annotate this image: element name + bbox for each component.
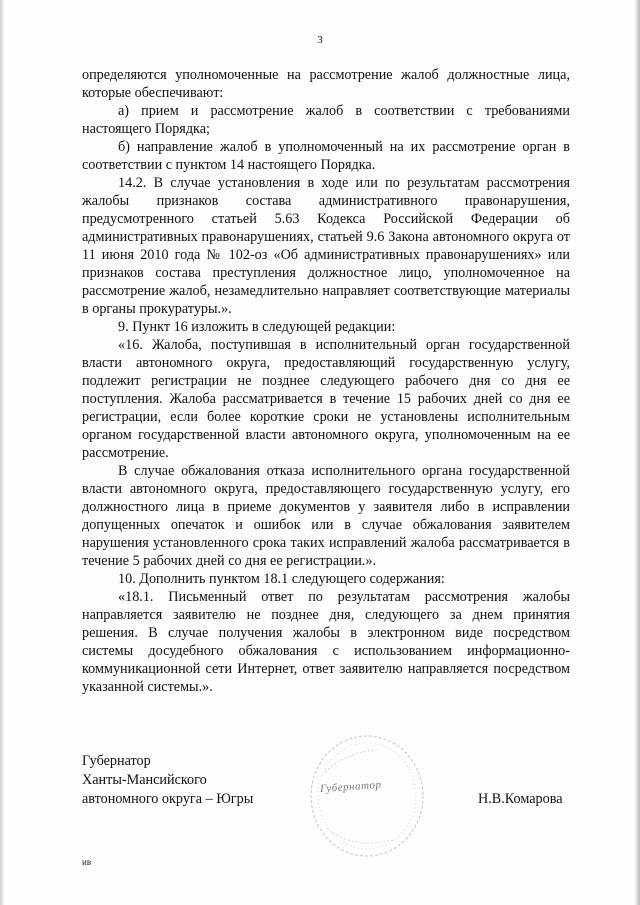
paragraph: б) направление жалоб в уполномоченный на их рассмотрение орган в соответствии с пунктом 14 настоящего Порядка. bbox=[82, 139, 570, 173]
signatory-title-line: Ханты-Мансийского bbox=[82, 772, 207, 788]
document-body bbox=[82, 66, 570, 696]
paragraph: 14.2. В случае установления в ходе или по результатам рассмотрения жалобы признаков состава административного правонарушения, предусмотренного статьей 5.63 Кодекса Российской Федерации об административных правонарушениях, статьей 9.6 Закона автономного округа от 11 июня 2010 года № 102-оз «Об административных правонарушениях» или признаков состава преступления должностное лицо, уполномоченное на рассмотрение жалоб, незамедлительно направляет соответствующие материалы в органы прокуратуры.». bbox=[82, 175, 570, 317]
official-seal-stamp bbox=[307, 732, 427, 860]
page-number: 3 bbox=[317, 34, 323, 46]
signatory-title bbox=[82, 752, 253, 809]
paragraph: определяются уполномоченные на рассмотрение жалоб должностные лица, которые обеспечивают: bbox=[82, 67, 570, 101]
signatory-title-line: автономного округа – Югры bbox=[82, 791, 254, 807]
page-left-edge bbox=[0, 0, 4, 905]
paragraph: «18.1. Письменный ответ по результатам рассмотрения жалобы направляется заявителю не позднее дня, следующего за днем принятия решения. В случае получения жалобы в электронном виде посредством системы досудебного обжалования с использованием информационно-коммуникационной сети Интернет, ответ заявителю направляется посредством указанной системы.». bbox=[82, 589, 570, 695]
signatory-name: Н.В.Комарова bbox=[478, 791, 563, 807]
signatory-title-line: Губернатор bbox=[82, 753, 151, 769]
paragraph: 10. Дополнить пунктом 18.1 следующего содержания: bbox=[118, 571, 445, 587]
paragraph: «16. Жалоба, поступившая в исполнительный орган государственной власти автономного округа, предоставляющий государственную услугу, подлежит регистрации не позднее следующего рабочего дня со дня ее поступления. Жалоба рассматривается в течение 15 рабочих дней со дня ее регистрации, если более короткие сроки не установлены исполнительным органом государственной власти автономного округа, уполномоченным на ее рассмотрение. bbox=[82, 337, 570, 461]
stamp-text: Губернатор bbox=[319, 778, 382, 796]
paragraph: а) прием и рассмотрение жалоб в соответствии с требованиями настоящего Порядка; bbox=[82, 103, 570, 137]
paragraph: 9. Пункт 16 изложить в следующей редакции: bbox=[118, 319, 396, 335]
footer-initials: ив bbox=[82, 857, 92, 867]
page-right-edge bbox=[635, 0, 640, 905]
paragraph: В случае обжалования отказа исполнительного органа государственной власти автономного округа, предоставляющего государственную услугу, его должностного лица в приеме документов у заявителя либо в исправлении допущенных опечаток и ошибок или в случае обжалования заявителем нарушения установленного срока таких исправлений жалоба рассматривается в течение 5 рабочих дней со дня ее регистрации.». bbox=[82, 463, 570, 569]
